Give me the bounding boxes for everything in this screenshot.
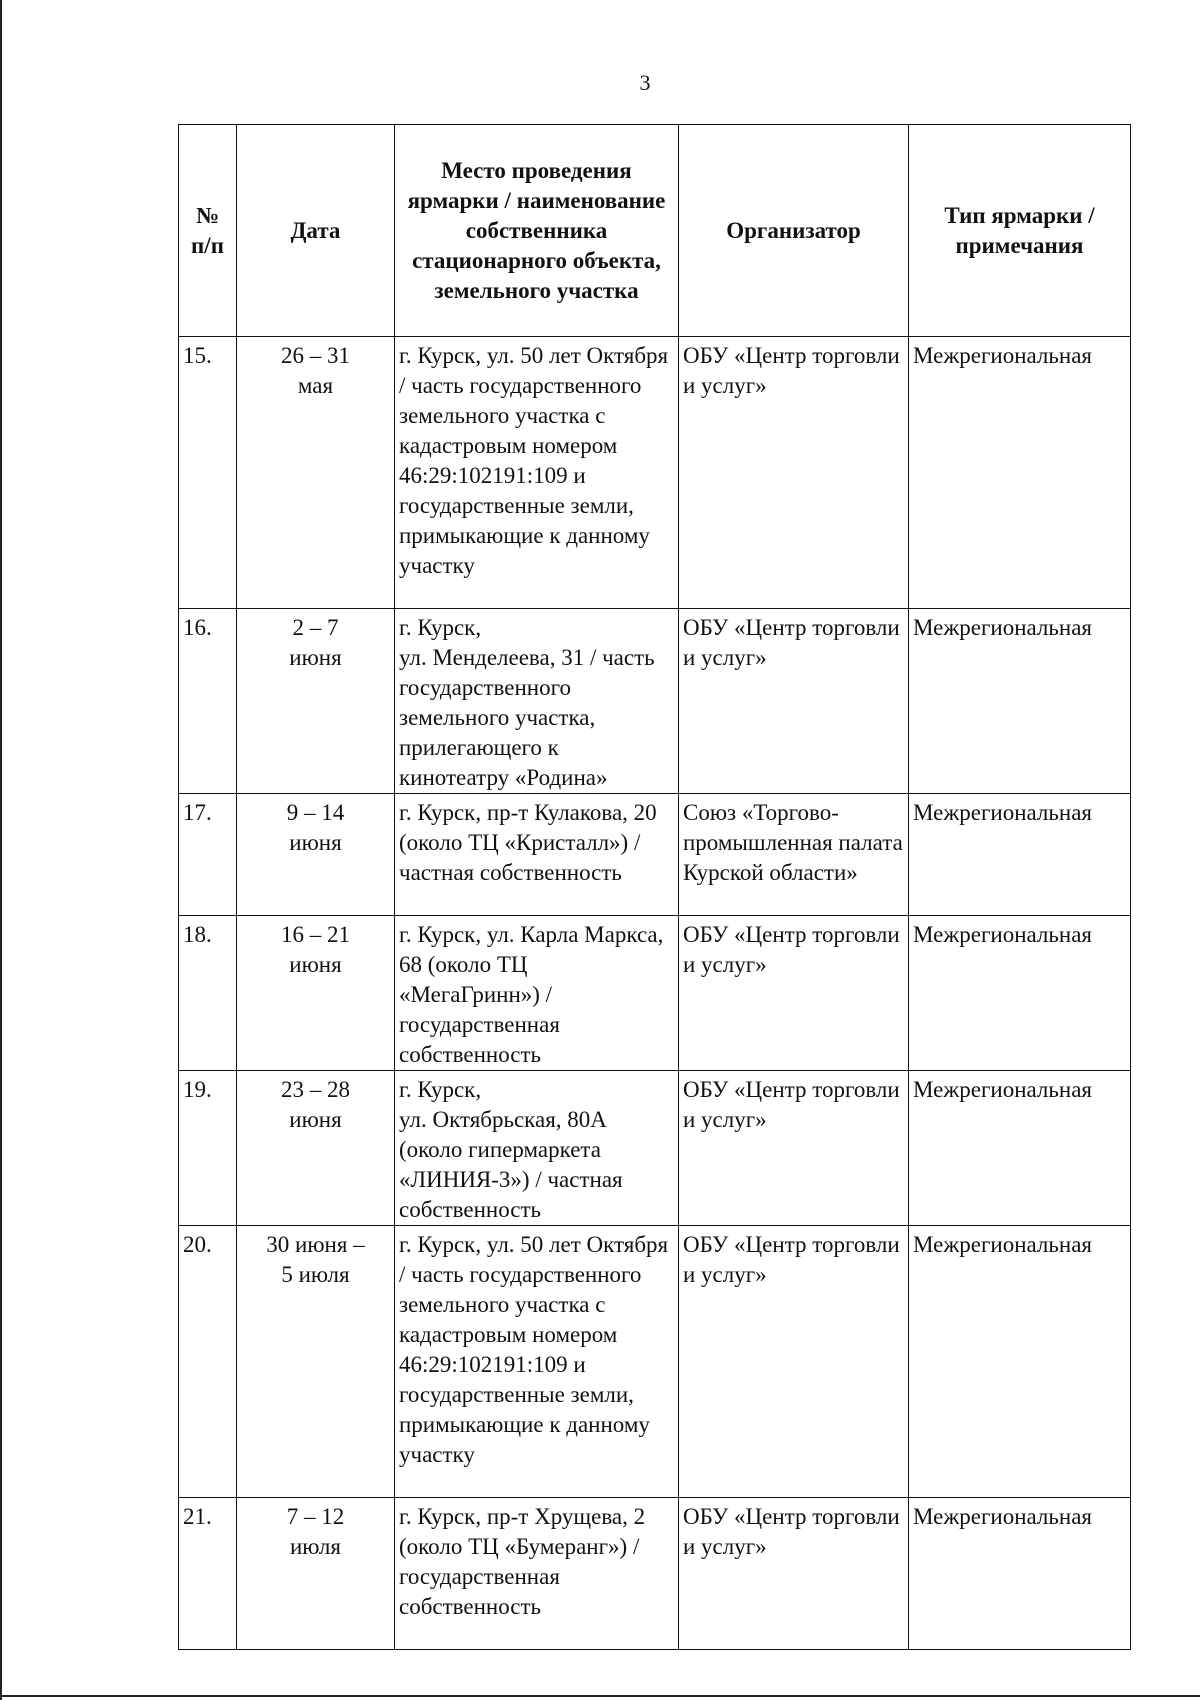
- header-date: Дата: [237, 125, 395, 337]
- row-place: г. Курск, ул. Менделеева, 31 / часть государственного земельного участка, прилегающего к кинотеатру «Родина»: [395, 609, 679, 794]
- row-num: 19.: [179, 1071, 237, 1226]
- row-type: Межрегиональная: [909, 1498, 1131, 1650]
- table-row: [179, 1498, 1131, 1650]
- row-place: г. Курск, пр-т Хрущева, 2 (около ТЦ «Бумеранг») / государственная собственность: [395, 1498, 679, 1650]
- row-organizer: ОБУ «Центр торговли и услуг»: [679, 337, 909, 609]
- row-organizer: ОБУ «Центр торговли и услуг»: [679, 609, 909, 794]
- row-num: 18.: [179, 916, 237, 1071]
- header-type: Тип ярмарки / примечания: [909, 125, 1131, 337]
- row-date: 7 – 12 июля: [237, 1498, 395, 1650]
- row-place: г. Курск, пр-т Кулакова, 20 (около ТЦ «Кристалл») / частная собственность: [395, 794, 679, 916]
- header-num: № п/п: [179, 125, 237, 337]
- row-date: 2 – 7 июня: [237, 609, 395, 794]
- row-organizer: ОБУ «Центр торговли и услуг»: [679, 1498, 909, 1650]
- row-organizer: ОБУ «Центр торговли и услуг»: [679, 1071, 909, 1226]
- scan-edge-bottom: [0, 1695, 1200, 1697]
- table-row: [179, 337, 1131, 609]
- table-header-row: [179, 125, 1131, 337]
- row-num: 21.: [179, 1498, 237, 1650]
- row-date: 26 – 31 мая: [237, 337, 395, 609]
- table-row: [179, 1071, 1131, 1226]
- scan-edge-left: [0, 0, 2, 1700]
- row-type: Межрегиональная: [909, 916, 1131, 1071]
- row-type: Межрегиональная: [909, 609, 1131, 794]
- row-date: 16 – 21 июня: [237, 916, 395, 1071]
- row-organizer: ОБУ «Центр торговли и услуг»: [679, 916, 909, 1071]
- table-row: [179, 794, 1131, 916]
- row-place: г. Курск, ул. Карла Маркса, 68 (около ТЦ «МегаГринн») / государственная собственность: [395, 916, 679, 1071]
- row-num: 16.: [179, 609, 237, 794]
- table-row: [179, 1226, 1131, 1498]
- table-row: [179, 916, 1131, 1071]
- table-row: [179, 609, 1131, 794]
- row-type: Межрегиональная: [909, 337, 1131, 609]
- row-num: 17.: [179, 794, 237, 916]
- header-organizer: Организатор: [679, 125, 909, 337]
- row-type: Межрегиональная: [909, 794, 1131, 916]
- row-place: г. Курск, ул. 50 лет Октября / часть государственного земельного участка с кадастровым номером 46:29:102191:109 и государственные земли, примыкающие к данному участку: [395, 337, 679, 609]
- row-type: Межрегиональная: [909, 1071, 1131, 1226]
- row-date: 9 – 14 июня: [237, 794, 395, 916]
- row-organizer: Союз «Торгово-промышленная палата Курской области»: [679, 794, 909, 916]
- row-type: Межрегиональная: [909, 1226, 1131, 1498]
- row-num: 20.: [179, 1226, 237, 1498]
- row-place: г. Курск, ул. Октябрьская, 80А (около гипермаркета «ЛИНИЯ-3») / частная собственность: [395, 1071, 679, 1226]
- row-num: 15.: [179, 337, 237, 609]
- row-organizer: ОБУ «Центр торговли и услуг»: [679, 1226, 909, 1498]
- fair-schedule-table: [178, 124, 1131, 1650]
- row-date: 30 июня – 5 июля: [237, 1226, 395, 1498]
- row-place: г. Курск, ул. 50 лет Октября / часть государственного земельного участка с кадастровым номером 46:29:102191:109 и государственные земли, примыкающие к данному участку: [395, 1226, 679, 1498]
- row-date: 23 – 28 июня: [237, 1071, 395, 1226]
- header-place: Место проведения ярмарки / наименование собственника стационарного объекта, земельного участка: [395, 125, 679, 337]
- page-number: 3: [639, 70, 651, 95]
